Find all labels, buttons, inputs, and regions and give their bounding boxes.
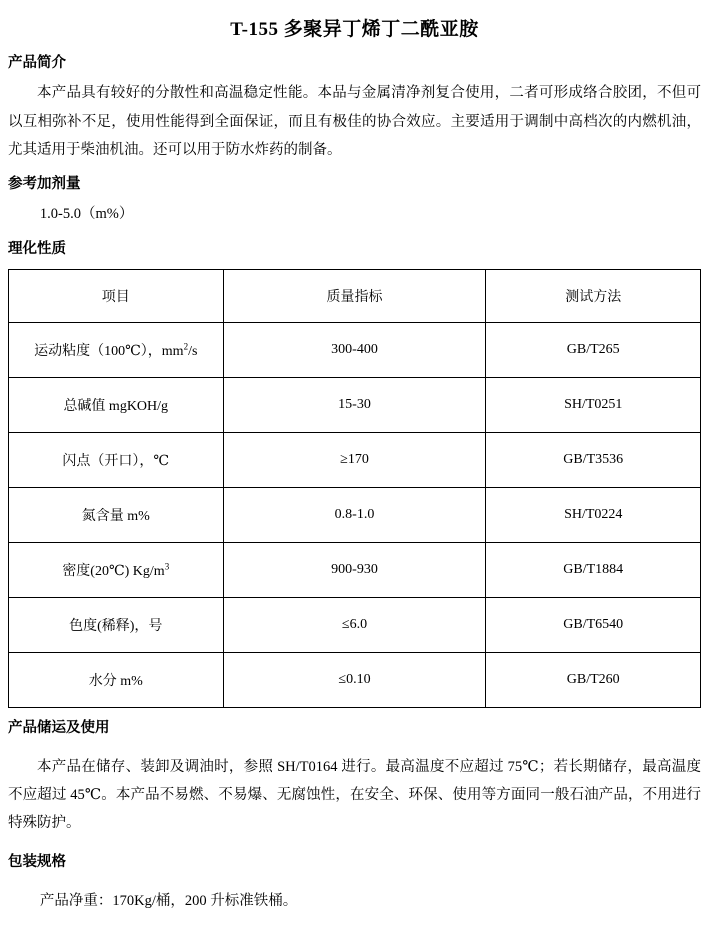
- table-cell-item: [9, 542, 224, 597]
- table-header-item: 项目: [9, 269, 224, 322]
- table-cell-method: GB/T1884: [486, 542, 701, 597]
- table-cell-item: [9, 597, 224, 652]
- page-title: T-155 多聚异丁烯丁二酰亚胺: [230, 19, 479, 40]
- item-text: 色度(稀释)，号: [69, 618, 163, 634]
- table-cell-method: GB/T6540: [486, 597, 701, 652]
- table-cell-spec: 0.8-1.0: [223, 487, 486, 542]
- item-text: 总碱值 mgKOH/g: [63, 398, 169, 414]
- item-text: 水分 m%: [88, 673, 143, 689]
- dosage-value: 1.0-5.0（m%）: [39, 206, 134, 223]
- section-heading-properties: 理化性质: [8, 240, 66, 257]
- table-cell-method: GB/T260: [486, 652, 701, 707]
- item-text: 闪点（开口），℃: [62, 453, 170, 469]
- packaging-paragraph: 产品净重：170Kg/桶，200 升标准铁桶。: [39, 892, 298, 909]
- table-cell-spec: ≤0.10: [223, 652, 486, 707]
- table-header-method: 测试方法: [486, 269, 701, 322]
- table-row: [9, 542, 701, 597]
- table-row: [9, 652, 701, 707]
- table-cell-method: SH/T0224: [486, 487, 701, 542]
- table-cell-item: [9, 652, 224, 707]
- item-superscript: 2: [183, 341, 189, 352]
- section-heading-dosage: 参考加剂量: [8, 176, 81, 193]
- table-row: [9, 597, 701, 652]
- table-row: [9, 322, 701, 377]
- table-cell-item: [9, 322, 224, 377]
- table-cell-item: [9, 377, 224, 432]
- item-superscript: 3: [164, 561, 170, 572]
- table-row: [9, 487, 701, 542]
- table-cell-method: SH/T0251: [486, 377, 701, 432]
- table-cell-spec: ≤6.0: [223, 597, 486, 652]
- table-cell-method: GB/T3536: [486, 432, 701, 487]
- section-heading-storage: 产品储运及使用: [8, 719, 110, 736]
- table-cell-method: GB/T265: [486, 322, 701, 377]
- table-cell-spec: 300-400: [223, 322, 486, 377]
- table-header-spec: 质量指标: [223, 269, 486, 322]
- table-row: [9, 377, 701, 432]
- table-cell-item: [9, 432, 224, 487]
- item-text: 氮含量 m%: [81, 508, 150, 524]
- section-heading-intro: 产品简介: [8, 55, 66, 71]
- table-row: [9, 432, 701, 487]
- section-heading-packaging: 包装规格: [8, 854, 66, 871]
- table-header-row: [9, 269, 701, 322]
- item-text: 运动粘度（100℃），mm: [34, 343, 184, 359]
- table-cell-spec: 900-930: [223, 542, 486, 597]
- item-text: 密度(20℃) Kg/m: [62, 563, 165, 579]
- item-text-post: /s: [188, 343, 198, 359]
- storage-paragraph: 本产品在储存、装卸及调油时，参照 SH/T0164 进行。最高温度不应超过 75℃；若长期储存，最高温度不应超过 45℃。本产品不易燃、不易爆、无腐蚀性，在安全、环保、使用等方面同一般石油产品，不用进行特殊防护。: [8, 758, 701, 832]
- table-cell-spec: 15-30: [223, 377, 486, 432]
- table-cell-item: [9, 487, 224, 542]
- properties-table: [8, 269, 701, 708]
- intro-paragraph: 本产品具有较好的分散性和高温稳定性能。本品与金属清净剂复合使用，二者可形成络合胶团，不但可以互相弥补不足，使用性能得到全面保证，而且有极佳的协合效应。主要适用于调制中高档次的内燃机油，尤其适用于柴油机油。还可以用于防水炸药的制备。: [8, 85, 701, 158]
- table-cell-spec: ≥170: [223, 432, 486, 487]
